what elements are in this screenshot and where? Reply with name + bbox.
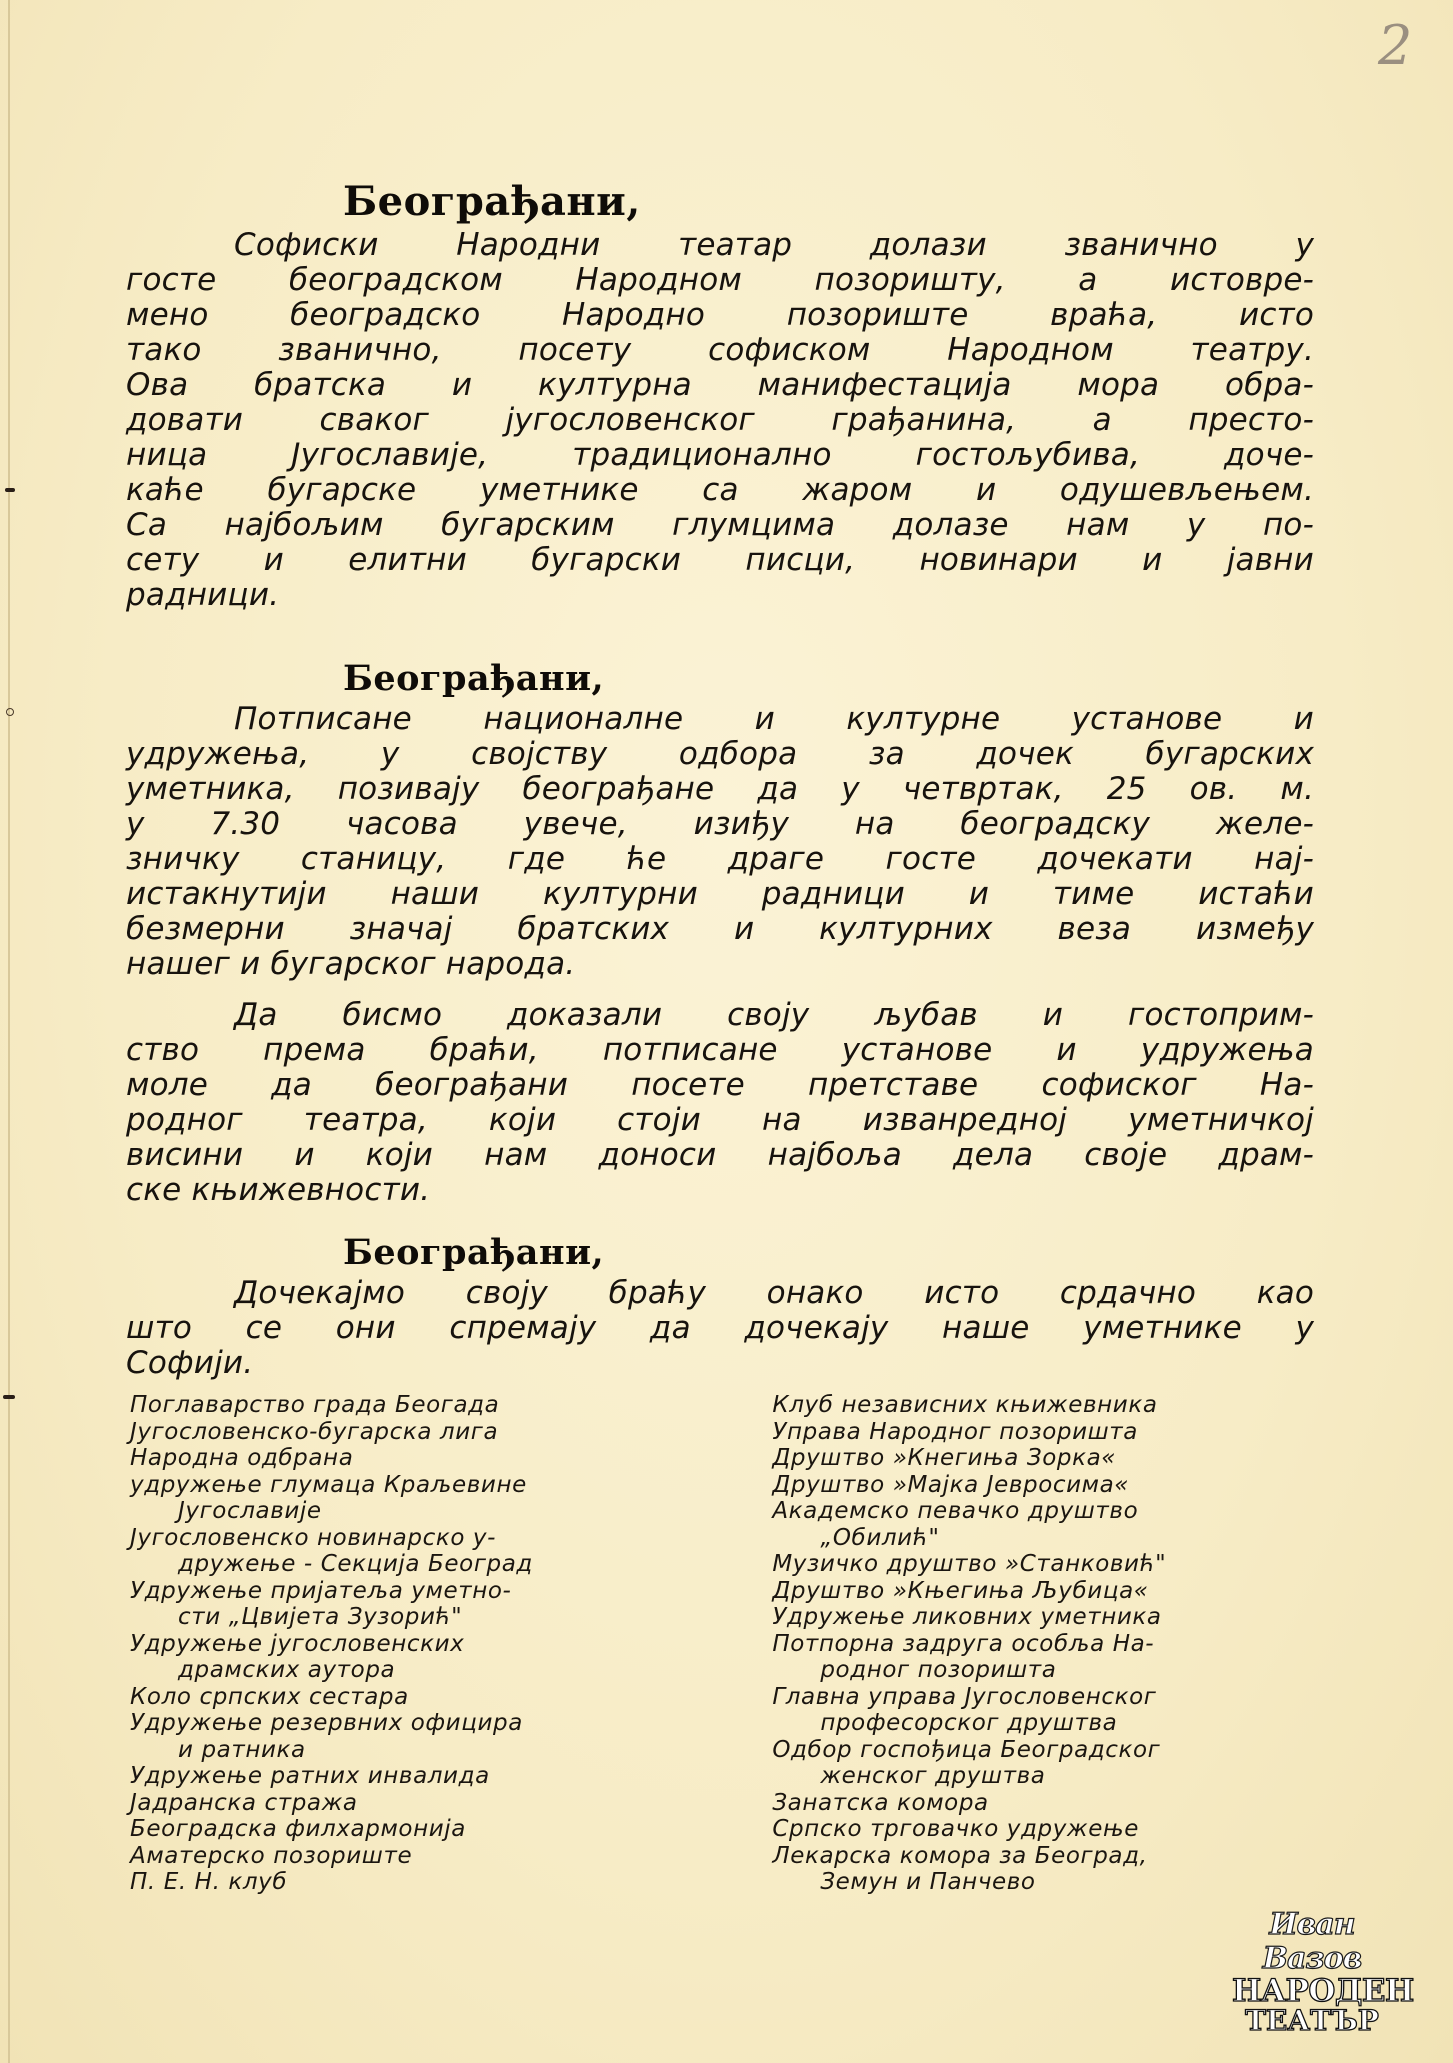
paragraph-line: радници. [126, 577, 280, 613]
signatory-item [772, 1498, 1330, 1551]
signatory-item [772, 1631, 1330, 1684]
signatory-name: Академско певачко друштво [772, 1498, 1139, 1524]
signatory-name: Главна управа Југословенског [772, 1683, 1157, 1710]
signatory-name: Удружење резервних официра [130, 1710, 523, 1736]
signatory-name: Одбор госпођица Београдског [772, 1736, 1161, 1763]
signatory-name: Коло српских сестара [130, 1683, 409, 1710]
signatory-item [772, 1472, 1330, 1499]
national-theatre-logo [1232, 1907, 1414, 2037]
signatory-name: Удружење ликовних уметника [772, 1604, 1162, 1630]
signatory-item [130, 1445, 772, 1472]
paragraph [126, 998, 1314, 1208]
signatory-item [130, 1790, 772, 1817]
signatory-name: Друштво »Кнегиња Зорка« [772, 1445, 1117, 1471]
edge-mark [6, 708, 14, 716]
paragraph-line: ске књижевности. [126, 1172, 431, 1208]
paragraph-line: довати сваког југословенског грађанина, а престо- [126, 402, 1314, 438]
signatory-name: Југословенско-бугарска лига [130, 1418, 499, 1445]
signatory-name: Аматерско позориште [130, 1842, 413, 1869]
signatory-name-continued: драмских аутора [178, 1657, 396, 1683]
signatory-item [772, 1578, 1330, 1605]
paragraph [126, 702, 1314, 982]
paragraph-line: Потписане националне и културне установе и [234, 701, 1314, 737]
signatory-item [772, 1737, 1330, 1790]
signatory-name: Удружење ратних инвалида [130, 1763, 490, 1789]
paragraph-line: мено београдско Народно позориште враћа, исто [126, 297, 1314, 333]
signatory-name-continued: сти „Цвијета Зузорић" [178, 1604, 463, 1630]
signatory-item [130, 1684, 772, 1711]
signatory-item [772, 1684, 1330, 1737]
signatory-item [130, 1631, 772, 1684]
signatory-item [130, 1710, 772, 1763]
section-heading: Београђани, [343, 658, 605, 699]
signatory-name: Српско трговачко удружење [772, 1816, 1140, 1842]
paragraph-line: зничку станицу, где ће драге госте дочекати нај- [126, 841, 1314, 877]
signatory-name: Друштво »Мајка Јевросима« [772, 1471, 1130, 1498]
paragraph-line: ство према браћи, потписане установе и удружења [126, 1032, 1314, 1068]
signatory-item [772, 1419, 1330, 1446]
section-heading: Београђани, [343, 178, 641, 225]
logo-text-line1: НАРОДЕН [1232, 1973, 1414, 2009]
logo-signature: Иван Вазов [1262, 1907, 1362, 1976]
signatory-item [130, 1816, 772, 1843]
signatory-name: удружење глумаца Краљевине [130, 1471, 527, 1498]
paragraph-line: Дочекајмо своју браћу онако исто срдачно као [234, 1275, 1314, 1311]
signatory-name: Народна одбрана [130, 1445, 354, 1471]
paragraph-line: родног театра, који стоји на изванредној уметничкој [126, 1102, 1314, 1138]
signatory-item [130, 1419, 772, 1446]
signatory-name-continued: и ратника [178, 1736, 306, 1763]
paragraph-line: истакнутији наши културни радници и тиме истаћи [126, 876, 1314, 912]
signatory-item [772, 1392, 1330, 1419]
paragraph-line: сету и елитни бугарски писци, новинари и јавни [126, 542, 1314, 578]
paragraph-line: у 7.30 часова увече, изиђу на београдску желе- [126, 806, 1314, 842]
signatory-item [772, 1790, 1330, 1817]
signatory-item [130, 1578, 772, 1631]
signatory-name: Музичко друштво »Станковић" [772, 1551, 1167, 1577]
paragraph-line: тако званично, посету софиском Народном театру. [126, 332, 1314, 368]
signatory-name: Београдска филхармонија [130, 1816, 466, 1842]
signatory-name: Клуб независних књижевника [772, 1392, 1158, 1418]
paragraph-line: удружења, у својству одбора за дочек бугарских [126, 736, 1314, 772]
signatory-name: Занатска комора [772, 1789, 989, 1816]
paragraph [126, 1276, 1314, 1381]
paragraph-line: моле да београђани посете претставе софиског На- [126, 1067, 1314, 1103]
paragraph-line: Ова братска и културна манифестација мора обра- [126, 367, 1314, 403]
signatory-name: Поглаварство града Беогада [130, 1392, 500, 1418]
paragraph-line: висини и који нам доноси најбоља дела своје драм- [126, 1137, 1314, 1173]
logo-text-line2: ТЕАТЪР [1245, 2004, 1379, 2037]
binding-edge [8, 0, 10, 2063]
paragraph-line: госте београдском Народном позоришту, а истовре- [126, 262, 1314, 298]
signatories-column-right [772, 1392, 1330, 1896]
signatory-item [130, 1843, 772, 1870]
signatory-item [130, 1392, 772, 1419]
paragraph-line: Да бисмо доказали своју љубав и гостоприм- [234, 997, 1314, 1033]
page-number: 2 [1378, 14, 1413, 77]
signatory-item [130, 1763, 772, 1790]
paragraph-line: Софиски Народни театар долази званично у [234, 227, 1314, 263]
signatory-name-continued: професорског друштва [820, 1710, 1118, 1736]
paragraph-line: што се они спремају да дочекају наше уметнике у [126, 1310, 1314, 1346]
signatory-name-continued: Земун и Панчево [820, 1869, 1036, 1895]
signatory-item [130, 1472, 772, 1525]
signatories-column-left [130, 1392, 772, 1896]
signatories-list [130, 1392, 1330, 1896]
paragraph-line: безмерни значај братских и културних веза између [126, 911, 1314, 947]
signatory-item [130, 1525, 772, 1578]
signatory-item [772, 1816, 1330, 1843]
signatory-name: Југословенско новинарско у- [130, 1524, 497, 1551]
section-heading: Београђани, [343, 1232, 605, 1273]
signatory-item [772, 1843, 1330, 1896]
signatory-name: Друштво »Књегиња Љубица« [772, 1577, 1149, 1604]
signatory-name: Потпорна задруга особља На- [772, 1630, 1155, 1657]
signatory-name-continued: женског друштва [820, 1763, 1046, 1789]
edge-mark [3, 1395, 15, 1399]
signatory-item [772, 1551, 1330, 1578]
signatory-name: Удружење југословенских [130, 1630, 465, 1657]
signatory-name: Управа Народног позоришта [772, 1418, 1138, 1445]
paragraph-line: Софији. [126, 1345, 254, 1381]
paragraph-line: каће бугарске уметнике са жаром и одушевљењем. [126, 472, 1314, 508]
edge-mark [5, 488, 15, 492]
signatory-name-continued: дружење - Секција Београд [178, 1551, 533, 1577]
paragraph [126, 228, 1314, 613]
signatory-name: Јадранска стража [130, 1789, 358, 1816]
signatory-item [130, 1869, 772, 1896]
paragraph-line: нашег и бугарског народа. [126, 946, 576, 982]
signatory-name-continued: „Обилић" [820, 1524, 940, 1551]
signatory-name-continued: родног позоришта [820, 1657, 1057, 1683]
signatory-name: П. Е. Н. клуб [130, 1869, 288, 1895]
paragraph-line: уметника, позивају београђане да у четвртак, 25 ов. м. [126, 771, 1314, 807]
signatory-item [772, 1445, 1330, 1472]
signatory-name: Лекарска комора за Београд, [772, 1842, 1148, 1869]
paragraph-line: ница Југославије, традиционално гостољубива, доче- [126, 437, 1314, 473]
signatory-name: Удружење пријатеља уметно- [130, 1577, 512, 1604]
signatory-name-continued: Југославије [178, 1498, 322, 1524]
signatory-item [772, 1604, 1330, 1631]
paragraph-line: Са најбољим бугарским глумцима долазе нам у по- [126, 507, 1314, 543]
